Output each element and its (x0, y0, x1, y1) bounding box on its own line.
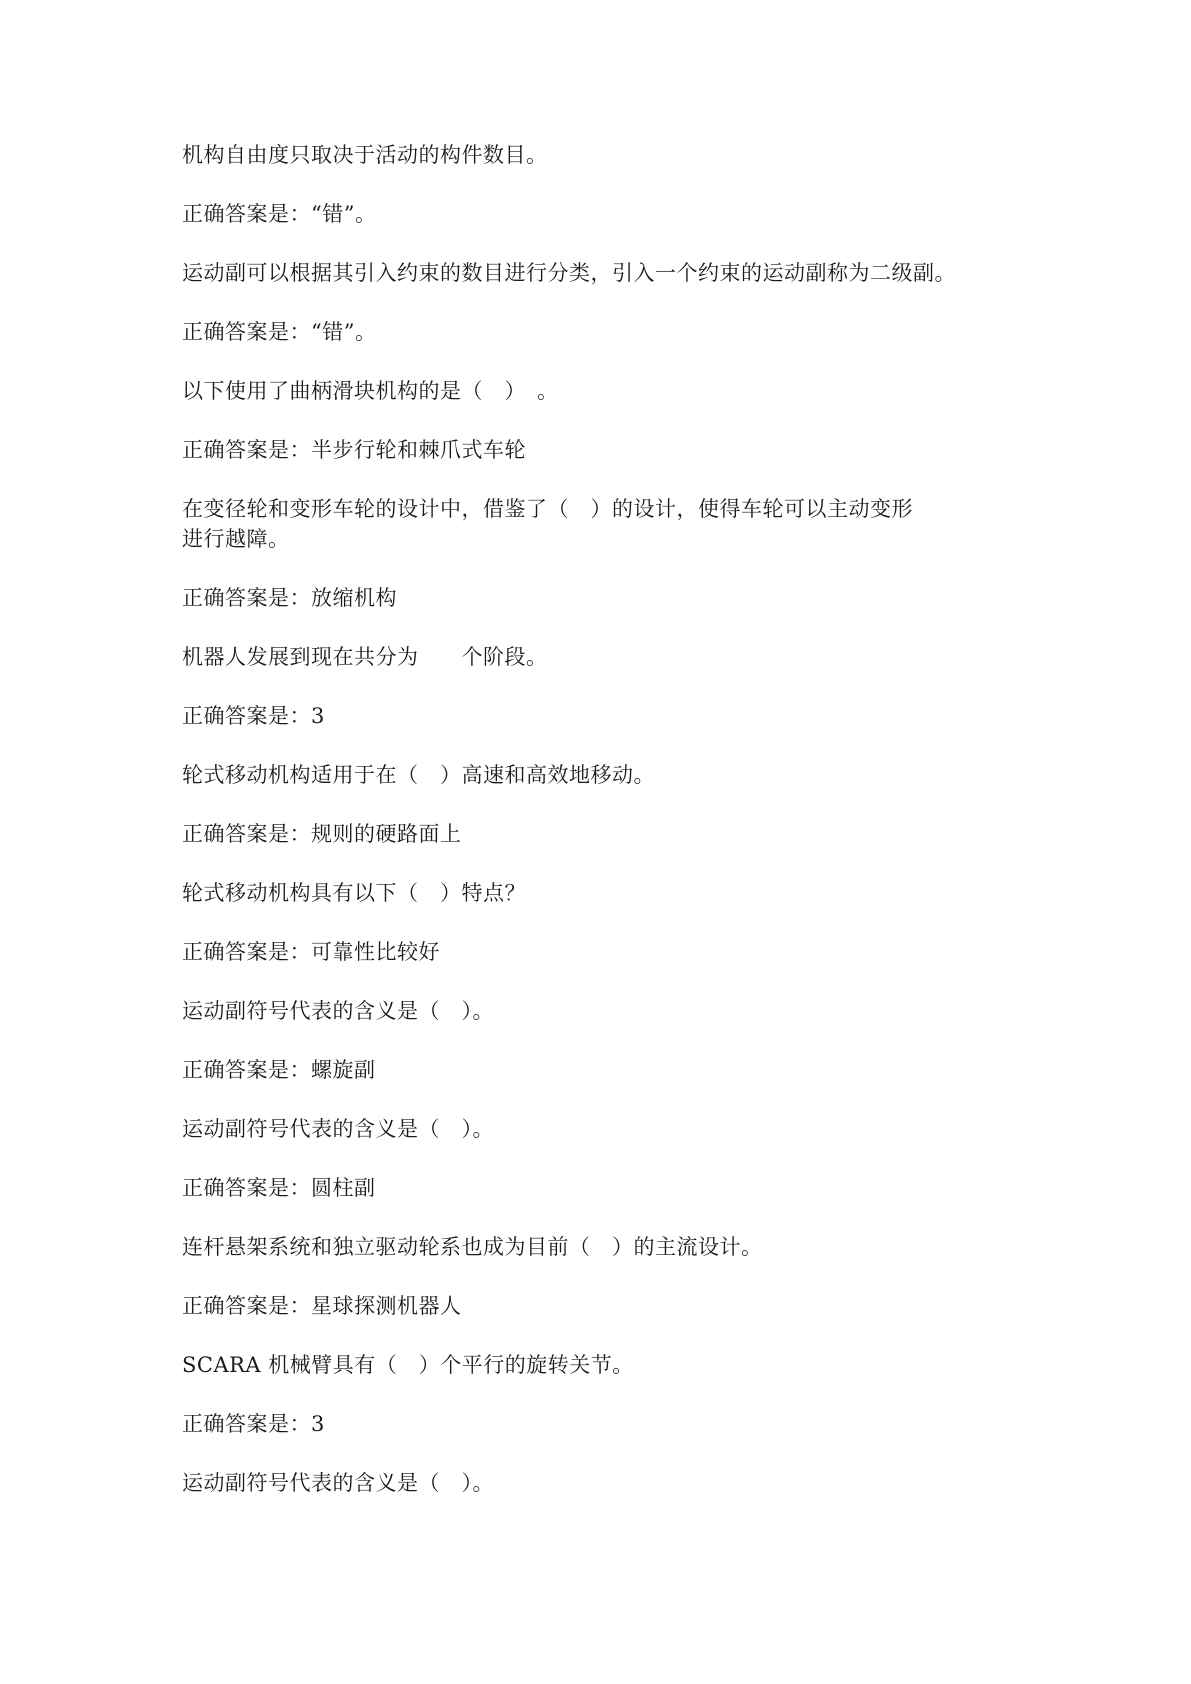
question-text: 运动副符号代表的含义是（ ）。 (182, 999, 494, 1023)
answer-text: 正确答案是：“错”。 (182, 320, 377, 344)
qa-list (182, 140, 1042, 1527)
answer-text: 正确答案是：放缩机构 (182, 586, 397, 610)
question-text: SCARA 机械臂具有（ ）个平行的旋转关节。 (182, 1353, 634, 1377)
question-text: 运动副符号代表的含义是（ ）。 (182, 1117, 494, 1141)
answer-text: 正确答案是：规则的硬路面上 (182, 822, 462, 846)
question-text: 机器人发展到现在共分为 个阶段。 (182, 645, 548, 669)
question-text: 连杆悬架系统和独立驱动轮系也成为目前（ ）的主流设计。 (182, 1235, 763, 1259)
answer-text: 正确答案是：螺旋副 (182, 1058, 376, 1082)
question-text: 运动副可以根据其引入约束的数目进行分类，引入一个约束的运动副称为二级副。 (182, 261, 956, 285)
answer-text: 正确答案是：半步行轮和棘爪式车轮 (182, 438, 526, 462)
question-text: 轮式移动机构具有以下（ ）特点？ (182, 881, 526, 905)
answer-text: 正确答案是：“错”。 (182, 202, 377, 226)
answer-text: 正确答案是：3 (182, 1412, 325, 1436)
question-text: 轮式移动机构适用于在（ ）高速和高效地移动。 (182, 763, 655, 787)
question-text: 在变径轮和变形车轮的设计中，借鉴了（ ）的设计，使得车轮可以主动变形 进行越障。 (182, 497, 913, 551)
question-text: 以下使用了曲柄滑块机构的是（ ） 。 (182, 379, 559, 403)
answer-text: 正确答案是：圆柱副 (182, 1176, 376, 1200)
question-text: 机构自由度只取决于活动的构件数目。 (182, 143, 548, 167)
answer-text: 正确答案是：可靠性比较好 (182, 940, 440, 964)
answer-text: 正确答案是：3 (182, 704, 325, 728)
answer-text: 正确答案是：星球探测机器人 (182, 1294, 462, 1318)
question-text: 运动副符号代表的含义是（ ）。 (182, 1471, 494, 1495)
